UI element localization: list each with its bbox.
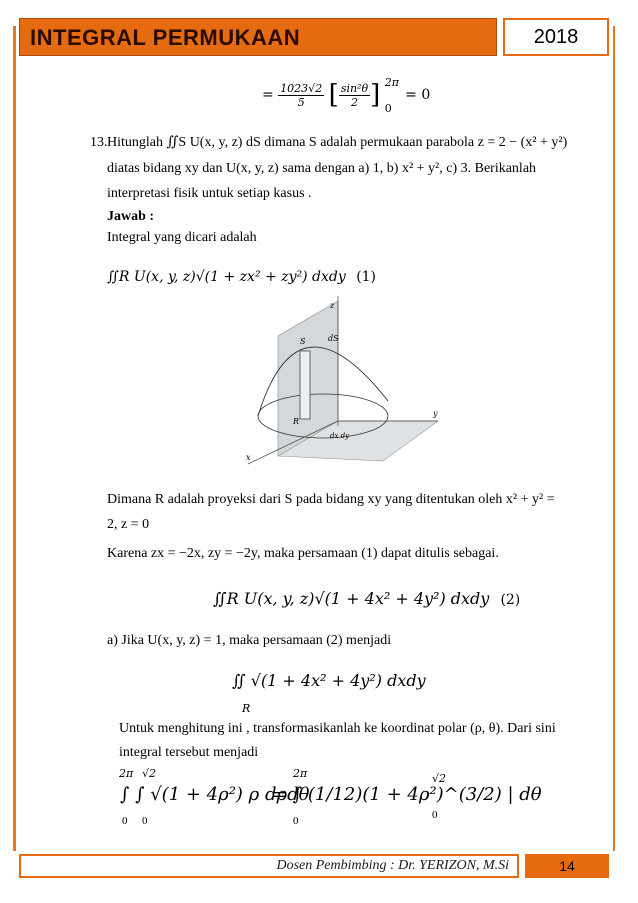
eq-top-frac-den: 5 bbox=[297, 95, 305, 109]
equation-3-subscript: R bbox=[242, 702, 251, 715]
problem-line-2: diatas bidang xy dan U(x, y, z) sama dengan a) 1, b) x² + y², c) 3. Berikanlah bbox=[107, 161, 537, 176]
figure-label-z: z bbox=[330, 301, 335, 310]
eq4-upper-outer: 2π bbox=[119, 767, 134, 780]
figure-label-r: R bbox=[293, 417, 300, 426]
eq4-rhs: = ∫ (1/12)(1 + 4ρ²)^(3/2) | dθ bbox=[272, 784, 542, 805]
problem-line-3: interpretasi fisik untuk setiap kasus . bbox=[107, 186, 312, 201]
problem-number: 13. bbox=[90, 135, 108, 150]
figure-label-x: x bbox=[246, 453, 251, 462]
answer-label: Jawab : bbox=[107, 209, 155, 224]
case-a-line: a) Jika U(x, y, z) = 1, maka persamaan (2) menjadi bbox=[107, 633, 392, 648]
projection-line-2: 2, z = 0 bbox=[107, 517, 150, 532]
eq4-rhs-lower: 0 bbox=[293, 815, 299, 827]
page-frame-left bbox=[13, 26, 16, 851]
eq4-lower-inner: 0 bbox=[142, 815, 148, 827]
figure-label-s: S bbox=[300, 337, 306, 346]
eq-top-fraction bbox=[278, 82, 324, 109]
eq4-lower-outer: 0 bbox=[122, 815, 128, 827]
header-title-box bbox=[19, 18, 497, 56]
figure-label-ds: dS bbox=[328, 334, 339, 343]
equation-1-tag: (1) bbox=[356, 269, 377, 285]
eq4-eval-upper: √2 bbox=[432, 772, 447, 785]
footer-supervisor-box bbox=[19, 854, 519, 878]
header-title: INTEGRAL PERMUKAAN bbox=[30, 25, 301, 50]
header-year: 2018 bbox=[503, 18, 609, 56]
page-header bbox=[19, 18, 609, 56]
equation-2 bbox=[213, 590, 520, 609]
eq-top-br-den: 2 bbox=[350, 95, 358, 109]
equation-2-tag: (2) bbox=[500, 592, 521, 608]
page-footer bbox=[19, 854, 609, 878]
eq4-upper-inner: √2 bbox=[142, 767, 157, 780]
polar-line-1: Untuk menghitung ini , transformasikanlah ke koordinat polar (ρ, θ). Dari sini bbox=[119, 721, 556, 736]
problem-line-1: Hitunglah ∬S U(x, y, z) dS dimana S adalah permukaan parabola z = 2 − (x² + y²) bbox=[107, 135, 568, 150]
footer-supervisor: Dosen Pembimbing : Dr. YERIZON, M.Si bbox=[276, 858, 509, 873]
polar-line-2: integral tersebut menjadi bbox=[119, 745, 259, 760]
page-number: 14 bbox=[525, 854, 609, 878]
eq-top: = $\frac{1023√2}{5}$ [ $\frac{\text{sin²θ}}{2}$ ] 2π 0 = 0 bbox=[262, 80, 430, 110]
eq4-lhs: ∫ ∫ √(1 + 4ρ²) ρ dρdθ bbox=[120, 784, 310, 805]
page-frame-right bbox=[613, 26, 615, 851]
figure-label-y: y bbox=[433, 409, 438, 418]
figure-label-dxdy: dx dy bbox=[330, 432, 350, 440]
figure-column bbox=[300, 351, 310, 419]
eq4-rhs-upper: 2π bbox=[293, 767, 308, 780]
eq-top-upper: 2π bbox=[384, 76, 399, 89]
eq-top-br-num: sin²θ bbox=[340, 81, 369, 95]
eq-top-bracket-fraction bbox=[339, 82, 370, 109]
integral-intro: Integral yang dicari adalah bbox=[107, 230, 257, 245]
projection-line-1: Dimana R adalah proyeksi dari S pada bidang xy yang ditentukan oleh x² + y² = bbox=[107, 492, 555, 507]
eq-top-rhs: = 0 bbox=[405, 87, 431, 103]
karena-line: Karena zx = −2x, zy = −2y, maka persamaan (1) dapat ditulis sebagai. bbox=[107, 546, 499, 561]
equation-2-body: ∬R U(x, y, z)√(1 + 4x² + 4y²) dxdy bbox=[213, 589, 490, 608]
equation-3: ∬ √(1 + 4x² + 4y²) dxdy bbox=[232, 671, 426, 690]
paraboloid-figure bbox=[238, 296, 448, 466]
equation-1-body: ∬R U(x, y, z)√(1 + zx² + zy²) dxdy bbox=[107, 269, 346, 285]
eq-top-lower: 0 bbox=[384, 102, 392, 115]
eq-top-frac-num: 1023√2 bbox=[280, 81, 323, 95]
eq4-eval-lower: 0 bbox=[432, 809, 438, 821]
equation-1 bbox=[107, 268, 376, 286]
